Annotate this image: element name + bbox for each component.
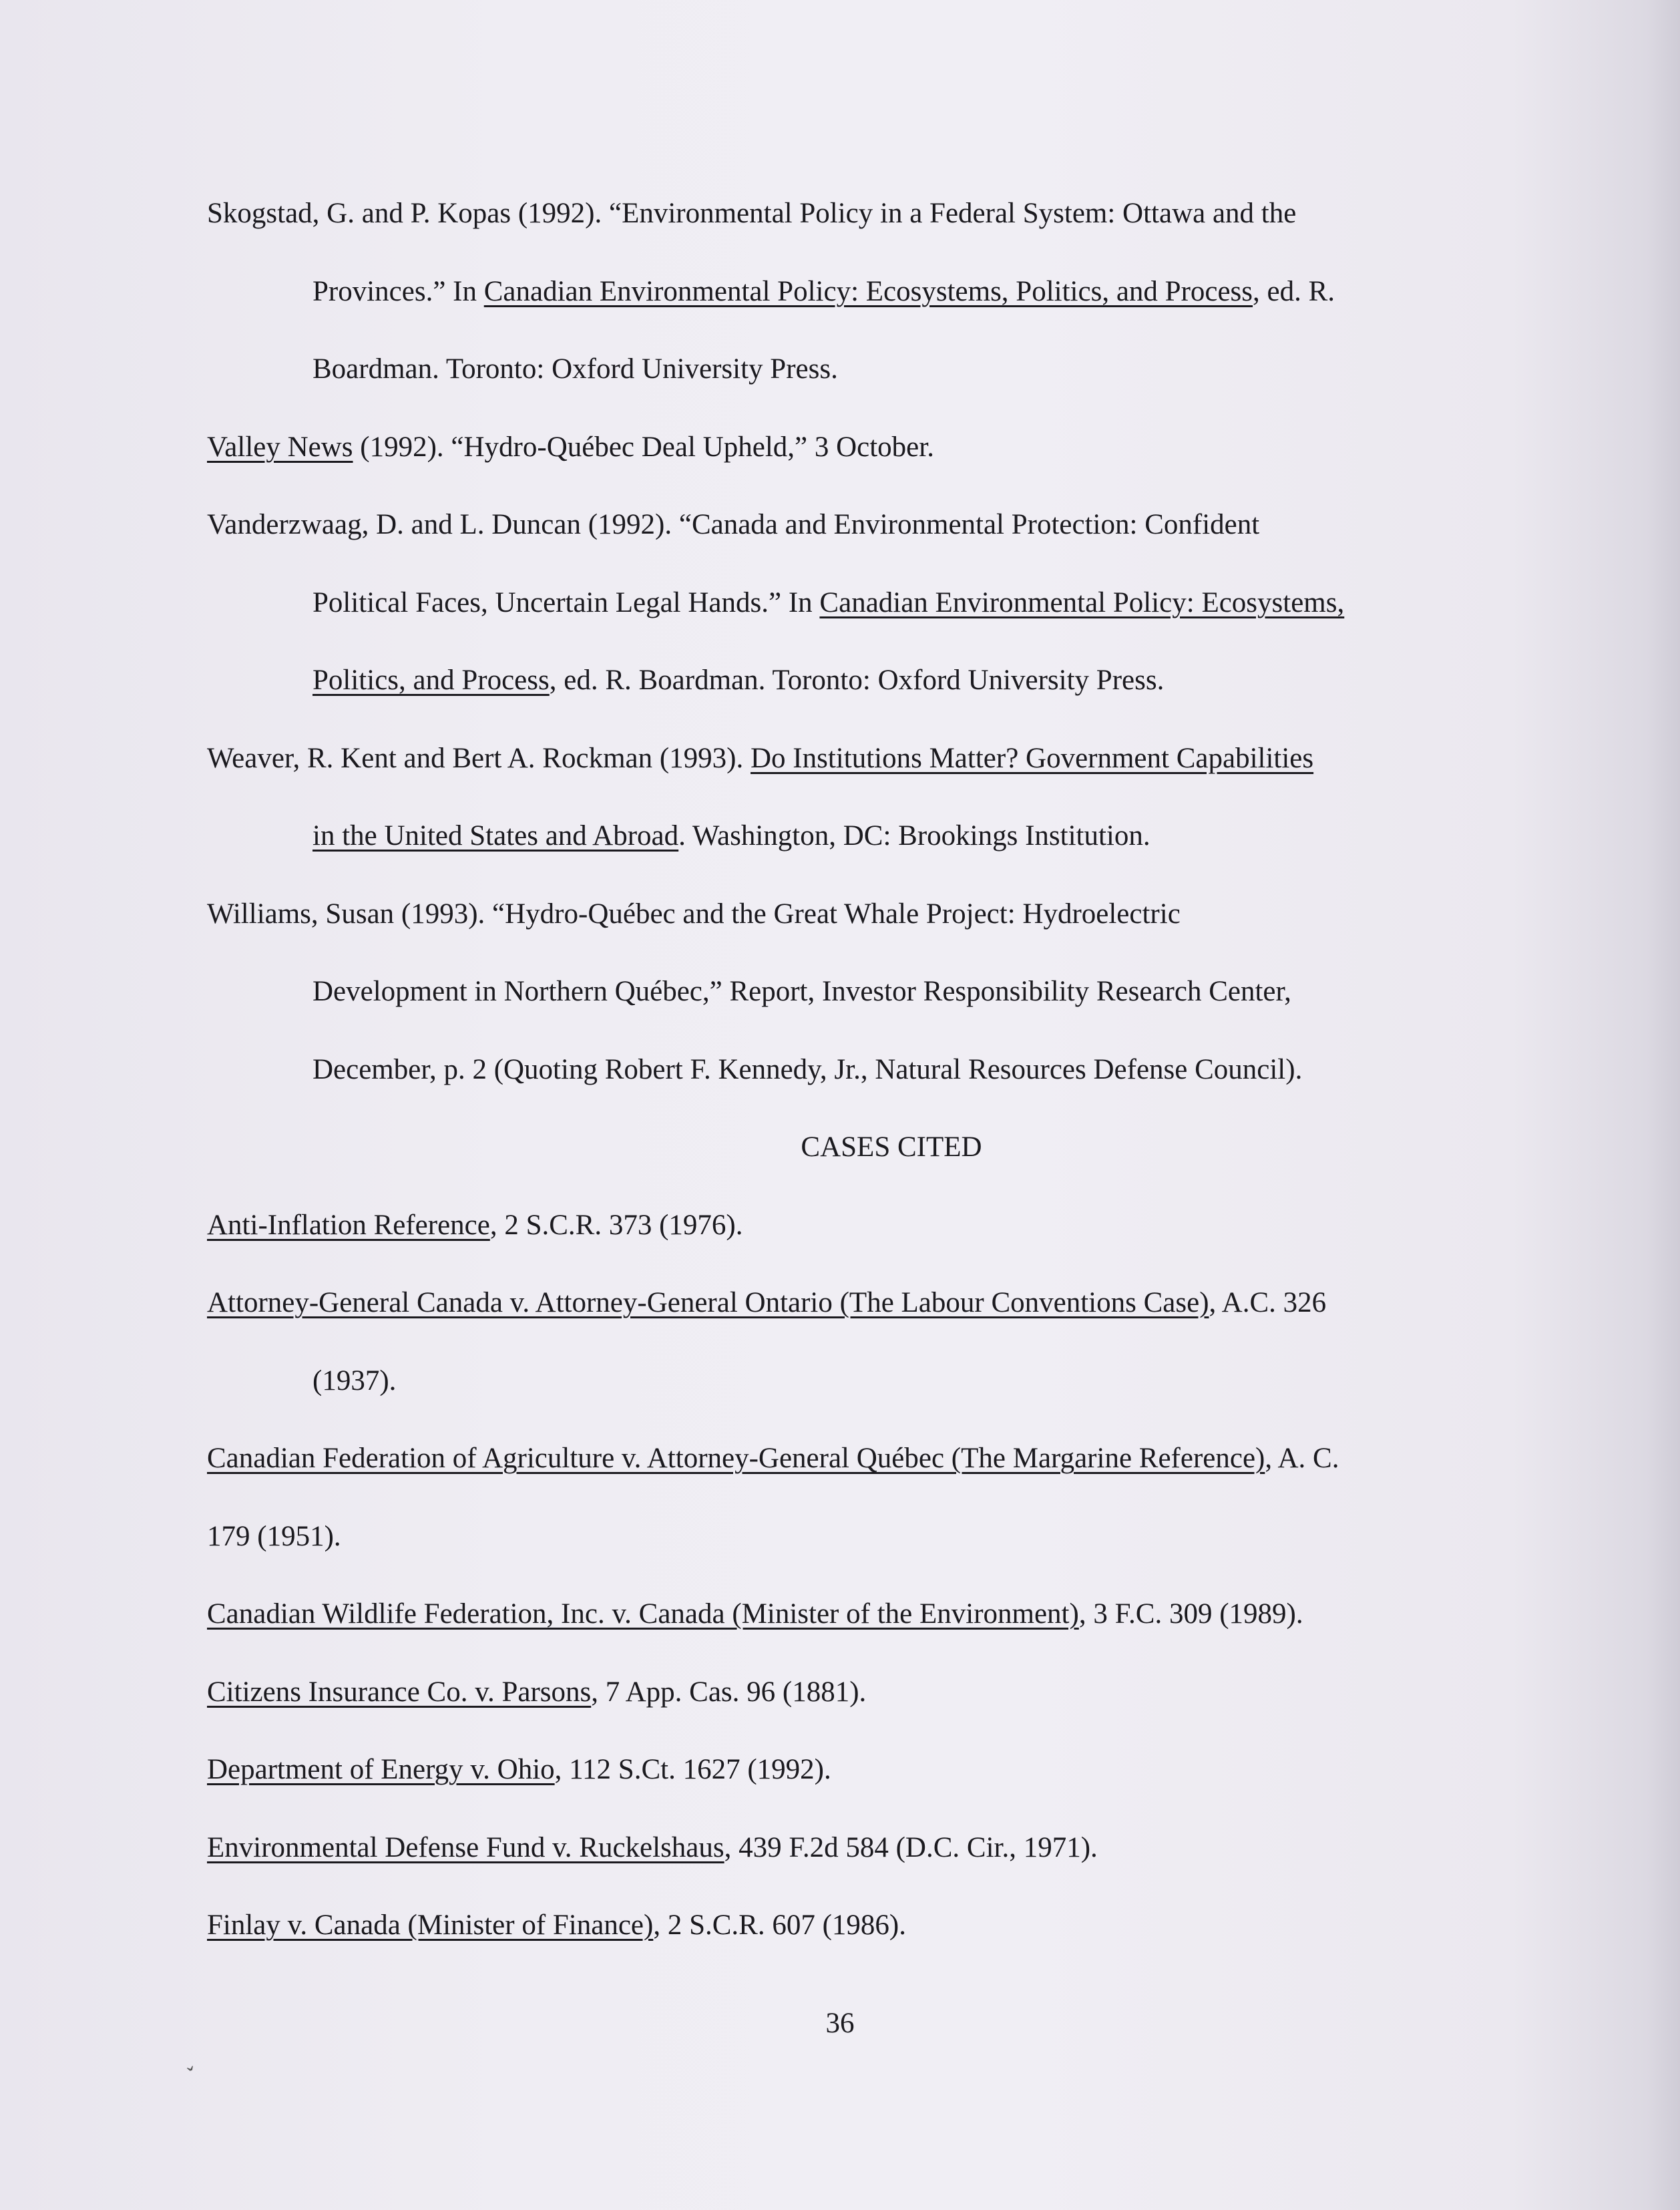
- citation-text: Development in Northern Québec,” Report, Investor Responsibility Research Center,: [312, 976, 1291, 1007]
- underlined-title: Canadian Federation of Agriculture v. Attorney-General Québec (The Margarine Reference): [207, 1443, 1265, 1474]
- page-number: 36: [825, 2008, 855, 2039]
- case-entry-line: [207, 1672, 866, 1712]
- underlined-title: Politics, and Process: [312, 665, 550, 696]
- underlined-title: Citizens Insurance Co. v. Parsons: [207, 1676, 592, 1708]
- citation-text: (1992). “Hydro-Québec Deal Upheld,” 3 October.: [353, 431, 934, 463]
- citation-text: , A.C. 326: [1209, 1287, 1327, 1318]
- case-entry-line: [207, 1206, 743, 1246]
- case-entry-line: [207, 1594, 1303, 1634]
- reference-entry-line: [207, 739, 1313, 779]
- underlined-title: Finlay v. Canada (Minister of Finance): [207, 1909, 654, 1941]
- case-entry-line: [207, 1283, 1326, 1323]
- reference-entry-line: [207, 505, 1259, 545]
- reference-entry-line: [312, 816, 1150, 856]
- citation-text: Vanderzwaag, D. and L. Duncan (1992). “Canada and Environmental Protection: Confident: [207, 509, 1260, 540]
- underlined-title: Attorney-General Canada v. Attorney-General Ontario (The Labour Conventions Case): [207, 1287, 1209, 1318]
- reference-entry-line: [312, 972, 1291, 1012]
- reference-entry-line: [207, 427, 934, 468]
- citation-text: Political Faces, Uncertain Legal Hands.” In: [312, 586, 820, 618]
- citation-text: , 3 F.C. 309 (1989).: [1078, 1598, 1303, 1630]
- cases-cited-heading: CASES CITED: [801, 1131, 982, 1163]
- citation-text: Skogstad, G. and P. Kopas (1992). “Environmental Policy in a Federal System: Ottawa and the: [207, 198, 1297, 229]
- citation-text: , 439 F.2d 584 (D.C. Cir., 1971).: [724, 1831, 1098, 1863]
- case-entry-line: [207, 1750, 831, 1790]
- citation-text: , 112 S.Ct. 1627 (1992).: [554, 1754, 831, 1785]
- citation-text: 179 (1951).: [207, 1520, 341, 1552]
- underlined-title: Canadian Environmental Policy: Ecosystems,: [819, 586, 1345, 618]
- underlined-title: Department of Energy v. Ohio: [207, 1754, 555, 1785]
- underlined-title: Anti-Inflation Reference: [207, 1209, 490, 1241]
- underlined-title: Canadian Wildlife Federation, Inc. v. Canada (Minister of the Environment): [207, 1598, 1079, 1630]
- citation-text: Weaver, R. Kent and Bert A. Rockman (1993).: [207, 742, 751, 774]
- citation-text: , ed. R.: [1253, 275, 1335, 307]
- citation-text: Boardman. Toronto: Oxford University Press.: [312, 353, 838, 385]
- underlined-title: Valley News: [207, 431, 353, 463]
- citation-text: (1937).: [312, 1364, 397, 1397]
- reference-entry-line: [312, 661, 1164, 701]
- case-entry-line: [312, 1361, 396, 1401]
- margin-tick-mark: ˯: [174, 2036, 197, 2074]
- reference-entry-line: [207, 194, 1296, 234]
- underlined-title: in the United States and Abroad: [312, 820, 679, 852]
- reference-entry-line: [312, 272, 1335, 312]
- case-entry-line: [207, 1905, 906, 1946]
- underlined-title: Canadian Environmental Policy: Ecosystems, Politics, and Process: [483, 275, 1253, 307]
- citation-text: December, p. 2 (Quoting Robert F. Kennedy, Jr., Natural Resources Defense Council).: [312, 1053, 1303, 1085]
- underlined-title: Do Institutions Matter? Government Capabilities: [751, 742, 1314, 774]
- reference-entry-line: [207, 894, 1181, 934]
- reference-entry-line: [312, 349, 838, 389]
- reference-entry-line: [312, 1050, 1302, 1090]
- citation-text: , 7 App. Cas. 96 (1881).: [591, 1676, 867, 1708]
- citation-text: , ed. R. Boardman. Toronto: Oxford University Press.: [549, 665, 1165, 696]
- case-entry-line: [207, 1517, 341, 1557]
- case-entry-line: [207, 1828, 1098, 1868]
- citation-text: , 2 S.C.R. 607 (1986).: [653, 1909, 906, 1941]
- citation-text: , A. C.: [1265, 1443, 1339, 1474]
- underlined-title: Environmental Defense Fund v. Ruckelshaus: [207, 1831, 724, 1863]
- case-entry-line: [207, 1439, 1339, 1479]
- citation-text: Provinces.” In: [312, 275, 484, 307]
- citation-text: Williams, Susan (1993). “Hydro-Québec and the Great Whale Project: Hydroelectric: [207, 898, 1181, 930]
- citation-text: , 2 S.C.R. 373 (1976).: [489, 1209, 743, 1241]
- citation-text: . Washington, DC: Brookings Institution.: [678, 820, 1150, 852]
- reference-entry-line: [312, 583, 1344, 623]
